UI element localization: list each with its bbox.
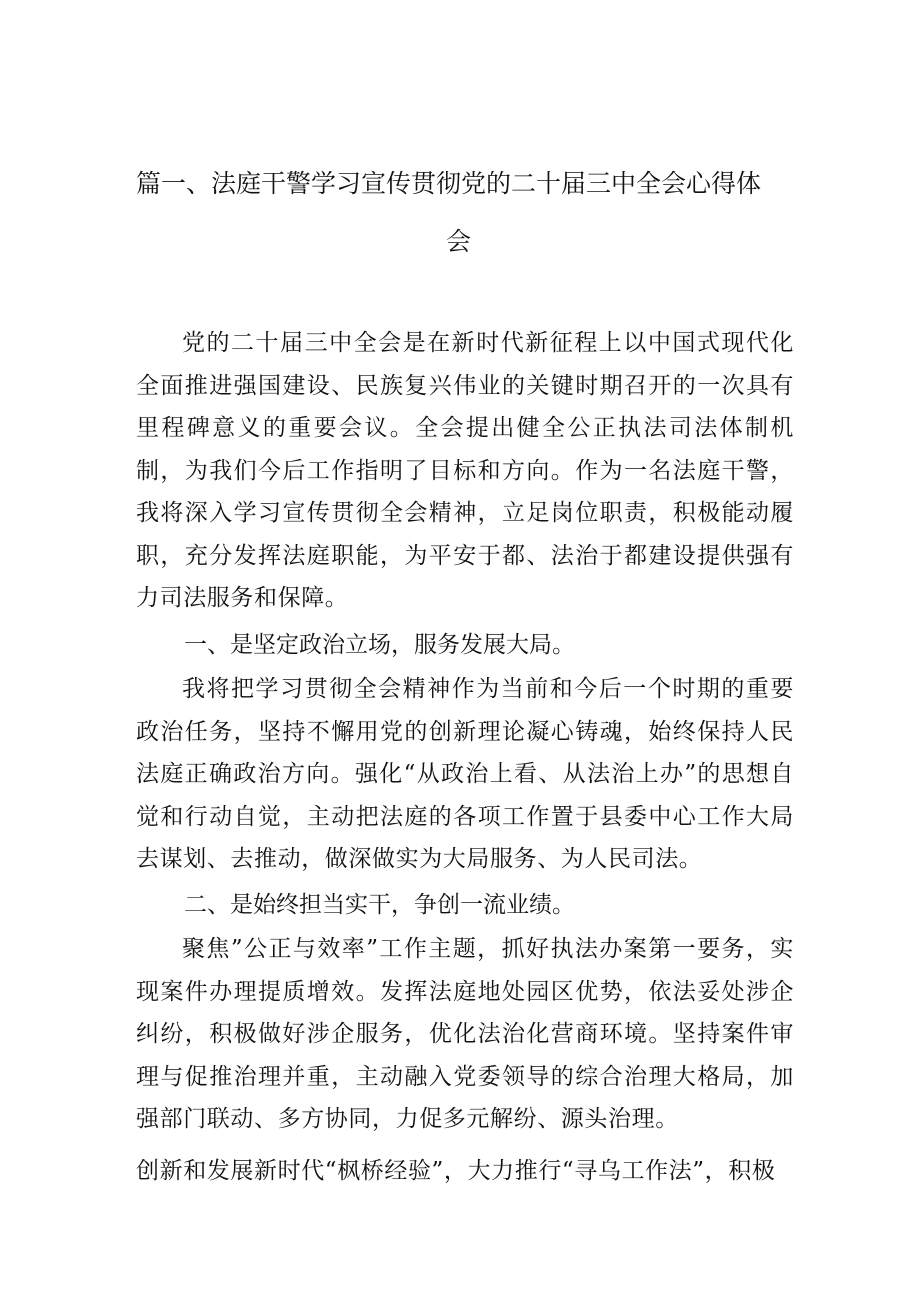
section-2-paragraph: 聚焦”公正与效率”工作主题，抓好执法办案第一要务，实现案件办理提质增效。发挥法庭地处园区优势，依法妥处涉企纠纷，积极做好涉企服务，优化法治化营商环境。坚持案件审理与促推治理并重，主动融入党委领导的综合治理大格局，加强部门联动、多方协同，力促多元解纷、源头治理。: [136, 936, 794, 1132]
document-title-line-1: 篇一、法庭干警学习宣传贯彻党的二十届三中全会心得体: [136, 169, 762, 198]
section-heading-2: 二、是始终担当实干，争创一流业绩。: [184, 892, 575, 918]
intro-paragraph: 党的二十届三中全会是在新时代新征程上以中国式现代化全面推进强国建设、民族复兴伟业的关键时期召开的一次具有里程碑意义的重要会议。全会提出健全公正执法司法体制机制，为我们今后工作指明了目标和方向。作为一名法庭干警，我将深入学习宣传贯彻全会精神，立足岗位职责，积极能动履职，充分发挥法庭职能，为平安于都、法治于都建设提供强有力司法服务和保障。: [136, 330, 794, 611]
section-1-paragraph: 我将把学习贯彻全会精神作为当前和今后一个时期的重要政治任务，坚持不懈用党的创新理论凝心铸魂，始终保持人民法庭正确政治方向。强化“从政治上看、从法治上办”的思想自觉和行动自觉，主动把法庭的各项工作置于县委中心工作大局去谋划、去推动，做深做实为大局服务、为人民司法。: [136, 676, 794, 872]
section-heading-1: 一、是坚定政治立场，服务发展大局。: [184, 632, 575, 658]
document-title-line-2: 会: [446, 227, 472, 256]
section-3-paragraph-start: 创新和发展新时代“枫桥经验”，大力推行“寻乌工作法”，积极: [136, 1158, 776, 1184]
